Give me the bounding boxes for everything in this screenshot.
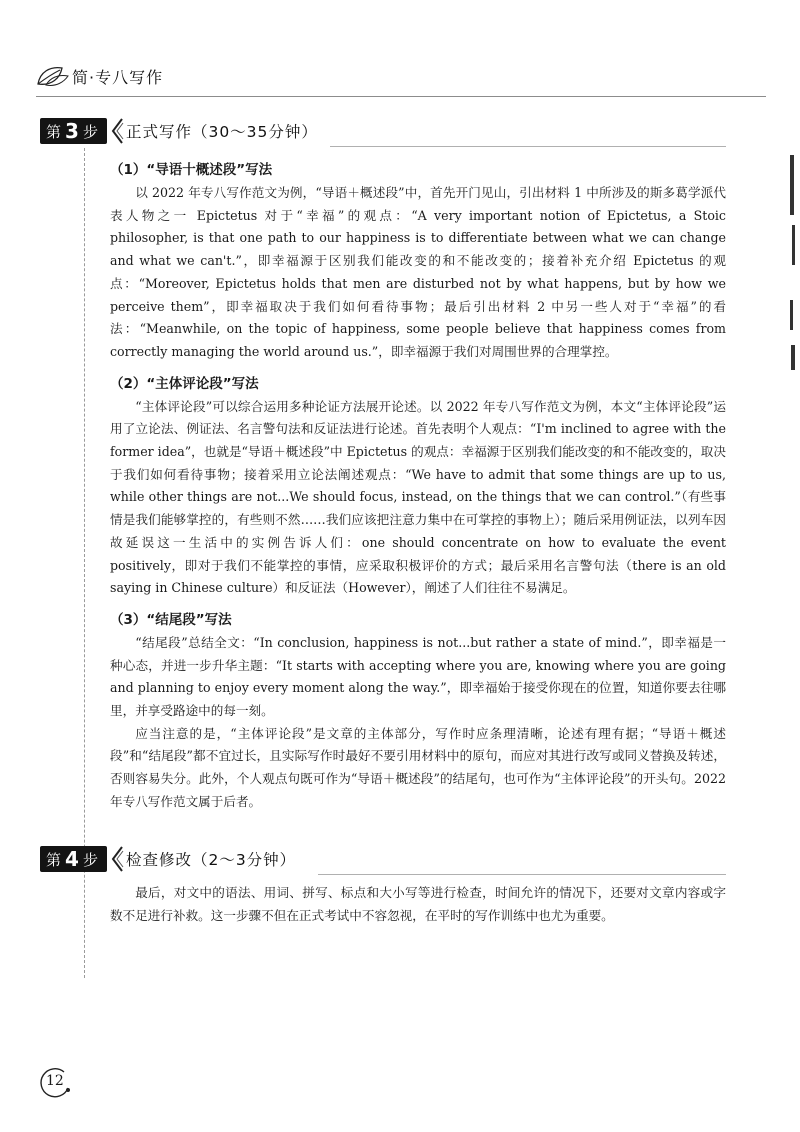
step-badge-number: 3 — [65, 119, 80, 143]
subsection-3-text: “结尾段”总结全文：“In conclusion, happiness is not...but rather a state of mind.”，即幸福是一种心态，并进一步升华主题：“It starts with accepting where you are, knowing where you are going and planning to enjoy every moment along the way.”，即幸福始于接受你现在的位置，知道你要去往哪里，并享受路途中的每一刻。 — [110, 634, 726, 719]
scan-speck — [792, 225, 795, 265]
step-badge-number: 4 — [65, 847, 80, 871]
step-4-title: 检查修改（2～3分钟） — [125, 851, 297, 869]
step-badge-prefix: 第 — [46, 122, 63, 141]
chevron-bracket-icon — [110, 845, 124, 873]
page-number-text: 12 — [46, 1073, 64, 1089]
scan-speck — [791, 345, 795, 370]
step-badge-suffix: 步 — [82, 122, 99, 141]
step-4-text: 最后，对文中的语法、用词、拼写、标点和大小写等进行检查，时间允许的情况下，还要对文章内容或字数不足进行补救。这一步骤不但在正式考试中不容忽视，在平时的写作训练中也尤为重要。 — [110, 885, 726, 923]
scan-speck — [790, 155, 794, 215]
subsection-1-text: 以 2022 年专八写作范文为例，“导语＋概述段”中，首先开门见山，引出材料 1 中所涉及的斯多葛学派代表人物之一 Epictetus 对于“幸福”的观点：“A very important notion of Epictetus, a Stoic philosopher, is that one path to our happiness is to differentiate between what we can change and what we can't.”，即幸福源于区别我们能改变的和不能改变的；接着补充介绍 Epictetus 的观点：“Moreover, Epictetus holds that men are disturbed not by what happens, but by how we perceive them”，即幸福取决于我们如何看待事物；最后引出材料 2 中另一些人对于“幸福”的看法：“Meanwhile, on the topic of happiness, some people believe that happiness comes from correctly managing the world around us.”，即幸福源于我们对周围世界的合理掌控。 — [110, 185, 726, 359]
subsection-1-heading: （1）“导语十概述段”写法 — [110, 162, 273, 178]
subsection-2-heading: （2）“主体评论段”写法 — [110, 375, 259, 392]
step-3-content — [110, 158, 726, 814]
scan-speck — [790, 300, 793, 330]
step-3-heading — [40, 116, 318, 146]
step-4-content — [110, 882, 726, 927]
chevron-bracket-icon — [110, 117, 124, 145]
note-paragraph: 应当注意的是，“主体评论段”是文章的主体部分，写作时应条理清晰，论述有理有据；“导语＋概述段”和“结尾段”都不宜过长，且实际写作时最好不要引用材料中的原句，而应对其进行改写或同义替换及转述，否则容易失分。此外，个人观点句既可作为“导语＋概述段”的结尾句，也可作为“主体评论段”的开头句。2022 年专八写作范文属于后者。 — [110, 725, 726, 809]
step-3-badge — [40, 118, 107, 144]
step-4-badge — [40, 846, 107, 872]
subsection-3-heading: （3）“结尾段”写法 — [110, 611, 232, 628]
subsection-2-text: “主体评论段”可以综合运用多种论证方法展开论述。以 2022 年专八写作范文为例，本文“主体评论段”运用了立论法、例证法、名言警句法和反证法进行论述。首先表明个人观点：“I'm inclined to agree with the former idea”，也就是“导语＋概述段”中 Epictetus 的观点：幸福源于区别我们能改变的和不能改变的，取决于我们如何看待事物；接着采用立论法阐述观点：“We have to admit that some things are up to us, while other things are not...We should focus, instead, on the things that we can control.”（有些事情是我们能够掌控的，有些则不然……我们应该把注意力集中在可掌控的事物上）；随后采用例证法，以列车因故延误这一生活中的实例告诉人们：one should concentrate on how to evaluate the event positively，即对于我们不能掌控的事情，应采取积极评价的方式；最后采用名言警句法（there is an old saying in Chinese culture）和反证法（However），阐述了人们往往不易满足。 — [110, 398, 726, 596]
page-number — [38, 1066, 72, 1100]
step-badge-suffix: 步 — [82, 850, 99, 869]
header-divider — [36, 96, 766, 97]
book-header — [34, 64, 163, 88]
step-badge-prefix: 第 — [46, 850, 63, 869]
leaf-logo-icon — [34, 64, 70, 88]
step-4-rule — [318, 874, 726, 875]
step-3-rule — [330, 146, 726, 147]
step-4-heading — [40, 844, 296, 874]
step-3-title: 正式写作（30～35分钟） — [125, 123, 318, 141]
header-title: 简·专八写作 — [72, 67, 164, 87]
